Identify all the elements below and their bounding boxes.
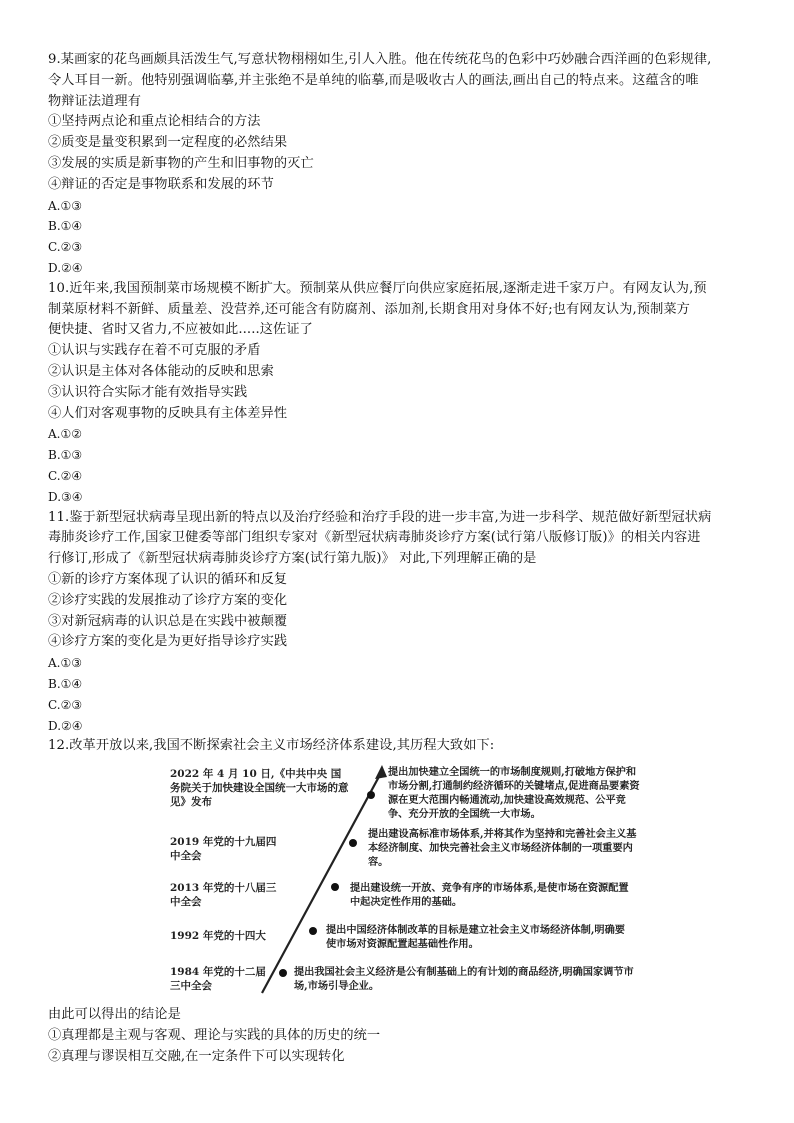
timeline-dot xyxy=(367,791,375,799)
statement-item: ①坚持两点论和重点论相结合的方法 xyxy=(48,114,261,130)
question-9 xyxy=(48,50,760,279)
question-12 xyxy=(48,736,760,1067)
statement-item: ③认识符合实际才能有效指导实践 xyxy=(48,384,248,400)
answer-option: C.②④ xyxy=(48,468,83,483)
timeline-dot xyxy=(309,927,317,935)
question-stem: 令人耳目一新。他特别强调临摹,并主张绝不是单纯的临摹,而是吸收古人的画法,画出自己的特点来。这蕴含的唯 xyxy=(48,72,699,88)
statement-item: ③发展的实质是新事物的产生和旧事物的灭亡 xyxy=(48,155,314,171)
timeline-event-date: 2022 年 4 月 10 日,《中共中央 国务院关于加快建设全国统一大市场的意见》发布 xyxy=(170,768,349,809)
timeline-dot xyxy=(279,969,287,977)
statement-item: ④诊疗方案的变化是为更好指导诊疗实践 xyxy=(48,634,288,650)
answer-option: B.①③ xyxy=(48,448,83,463)
statement-item: ②诊疗实践的发展推动了诊疗方案的变化 xyxy=(48,592,288,608)
timeline-event-desc: 提出我国社会主义经济是公有制基础上的有计划的商品经济,明确国家调节市场,市场引导企业。 xyxy=(294,966,634,993)
answer-option: C.②③ xyxy=(48,697,83,712)
question-stem: 10.近年来,我国预制菜市场规模不断扩大。预制菜从供应餐厅向供应家庭拓展,逐渐走进千家万户。有网友认为,预 xyxy=(48,280,707,296)
timeline-event-desc: 提出加快建立全国统一的市场制度规则,打破地方保护和市场分割,打通制约经济循环的关键堵点,促进商品要素资源在更大范围内畅通流动,加快建设高效规范、公平竞争、充分开放的全国统一大市场。 xyxy=(388,766,640,821)
question-10 xyxy=(48,279,760,508)
question-stem: 便快捷、省时又省力,不应被如此.....这佐证了 xyxy=(48,322,313,338)
answer-option: B.①④ xyxy=(48,219,83,234)
timeline-event-desc: 提出建设高标准市场体系,并将其作为坚持和完善社会主义基本经济制度、加快完善社会主义市场经济体制的一项重要内容。 xyxy=(368,828,637,869)
question-stem: 11.鉴于新型冠状病毒呈现出新的特点以及治疗经验和治疗手段的进一步丰富,为进一步科学、规范做好新型冠状病 xyxy=(48,509,712,525)
question-stem: 制菜原材料不新鲜、质量差、没营养,还可能含有防腐剂、添加剂,长期食用对身体不好;也有网友认为,预制菜方 xyxy=(48,301,690,317)
answer-option: D.②④ xyxy=(48,718,83,733)
statement-item: ①真理都是主观与客观、理论与实践的具体的历史的统一 xyxy=(48,1027,381,1043)
timeline-event-date: 1992 年党的十四大 xyxy=(170,930,266,943)
timeline-dot xyxy=(349,839,357,847)
timeline-event-date: 1984 年党的十二届三中全会 xyxy=(170,966,266,993)
timeline-event-date: 2019 年党的十九届四中全会 xyxy=(170,836,277,863)
statement-item: ②认识是主体对各体能动的反映和思索 xyxy=(48,363,274,379)
timeline-arrowhead xyxy=(375,765,387,779)
statement-item: ③对新冠病毒的认识总是在实践中被颠覆 xyxy=(48,613,288,629)
question-11 xyxy=(48,508,760,737)
answer-option: A.①② xyxy=(48,427,82,442)
statement-item: ①认识与实践存在着不可克服的矛盾 xyxy=(48,343,261,359)
exam-page xyxy=(48,50,760,1067)
statement-item: ④人们对客观事物的反映具有主体差异性 xyxy=(48,405,288,421)
statement-item: ②真理与谬误相互交融,在一定条件下可以实现转化 xyxy=(48,1048,345,1064)
timeline-event-date: 2013 年党的十八届三中全会 xyxy=(170,882,277,909)
statement-item: ②质变是量变积累到一定程度的必然结果 xyxy=(48,135,288,151)
timeline-event-desc: 提出建设统一开放、竞争有序的市场体系,是使市场在资源配置中起决定性作用的基础。 xyxy=(350,882,629,909)
question-stem: 行修订,形成了《新型冠状病毒肺炎诊疗方案(试行第九版)》 对此,下列理解正确的是 xyxy=(48,551,537,567)
answer-option: D.②④ xyxy=(48,260,83,275)
timeline-dot xyxy=(331,883,339,891)
answer-option: D.③④ xyxy=(48,489,83,504)
question-stem: 12.改革开放以来,我国不断探索社会主义市场经济体系建设,其历程大致如下: xyxy=(48,738,495,754)
answer-option: B.①④ xyxy=(48,676,83,691)
reform-timeline-figure xyxy=(170,763,644,995)
statement-item: ①新的诊疗方案体现了认识的循环和反复 xyxy=(48,571,288,587)
statement-item: ④辩证的否定是事物联系和发展的环节 xyxy=(48,176,274,192)
question-stem: 物辩证法道理有 xyxy=(48,93,142,109)
conclusion-prompt: 由此可以得出的结论是 xyxy=(48,1007,181,1023)
answer-option: A.①③ xyxy=(48,198,82,213)
question-stem: 毒肺炎诊疗工作,国家卫健委等部门组织专家对《新型冠状病毒肺炎诊疗方案(试行第八版修订版)》的相关内容进 xyxy=(48,530,701,546)
question-stem: 9.某画家的花鸟画颇具活泼生气,写意状物栩栩如生,引人入胜。他在传统花鸟的色彩中巧妙融合西洋画的色彩规律, xyxy=(48,52,712,67)
answer-option: A.①③ xyxy=(48,656,82,671)
answer-option: C.②③ xyxy=(48,240,83,255)
timeline-event-desc: 提出中国经济体制改革的目标是建立社会主义市场经济体制,明确要使市场对资源配置起基础性作用。 xyxy=(326,924,625,951)
